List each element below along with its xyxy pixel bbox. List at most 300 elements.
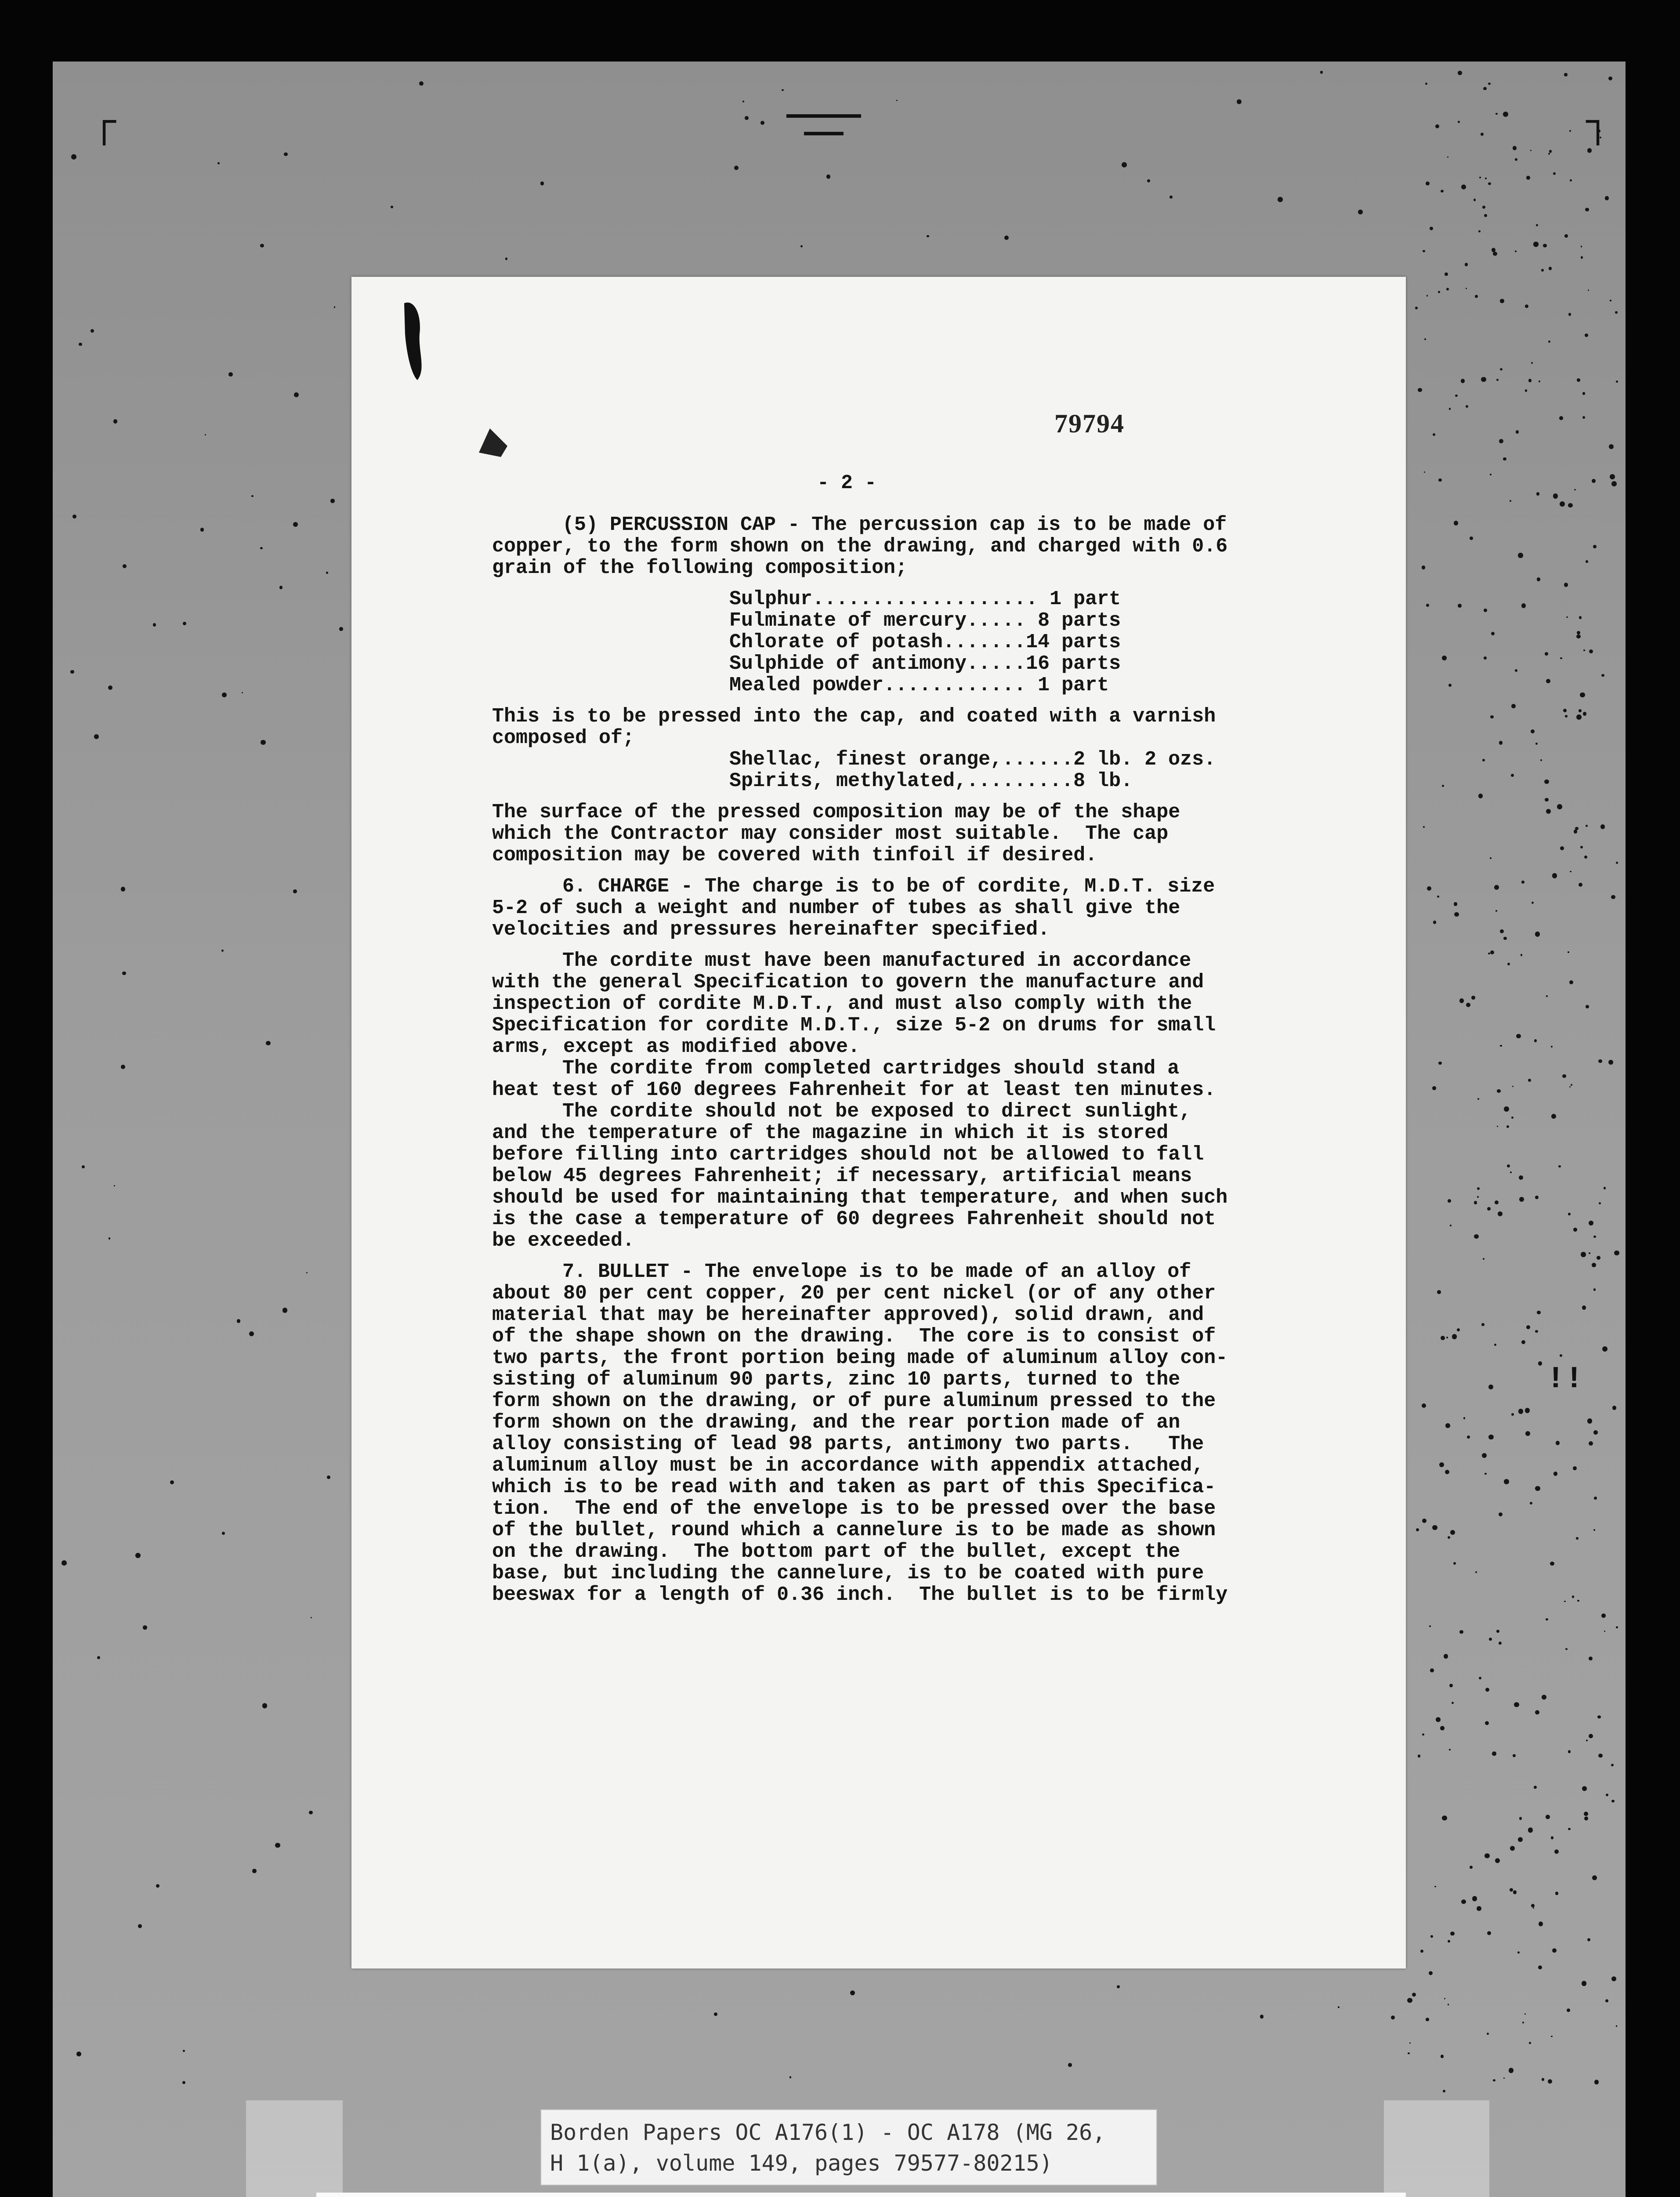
speck: [1432, 1086, 1436, 1090]
speck: [1582, 1981, 1587, 1986]
speck: [1498, 1211, 1503, 1216]
speck: [1584, 1812, 1588, 1816]
speck: [1574, 830, 1577, 833]
typed-line: with the general Specification to govern the manufacture and: [492, 971, 1204, 993]
speck: [91, 329, 94, 333]
speck: [121, 887, 125, 891]
typed-line: Specification for cordite M.D.T., size 5-2 on drums for small: [492, 1014, 1216, 1037]
speck: [1436, 1717, 1441, 1722]
corner-mark-top-right: ┐: [1586, 101, 1610, 146]
speck: [1566, 616, 1568, 618]
label-line-1: Borden Papers OC A176(1) - OC A178 (MG 26,: [550, 2120, 1106, 2145]
speck: [1570, 871, 1571, 873]
speck: [1615, 311, 1618, 314]
speck: [1511, 704, 1516, 708]
speck: [1551, 2036, 1552, 2037]
speck: [1489, 1638, 1492, 1641]
speck: [826, 174, 831, 179]
speck: [1593, 1430, 1598, 1435]
speck: [1600, 824, 1605, 829]
speck: [1553, 493, 1558, 499]
speck: [251, 495, 253, 497]
speck: [1587, 148, 1592, 153]
speck: [1427, 295, 1428, 297]
speck: [1278, 197, 1283, 202]
speck: [1612, 1406, 1616, 1410]
speck: [1490, 950, 1494, 954]
speck: [1598, 1754, 1602, 1758]
speck: [1534, 1786, 1537, 1789]
typed-line: Chlorate of potash.......14 parts: [729, 631, 1121, 653]
speck: [228, 372, 233, 377]
speck: [1564, 1601, 1565, 1602]
speck: [1507, 963, 1510, 965]
speck: [1458, 121, 1460, 123]
speck: [1422, 566, 1426, 569]
speck: [97, 1656, 100, 1659]
speck: [1453, 1562, 1456, 1565]
speck: [1611, 481, 1617, 486]
speck: [1503, 937, 1507, 940]
speck: [1452, 1334, 1457, 1339]
typed-line: of the shape shown on the drawing. The core is to consist of: [492, 1325, 1216, 1348]
speck: [1499, 439, 1503, 443]
speck: [1581, 1252, 1586, 1257]
speck: [1338, 2006, 1339, 2008]
speck: [1519, 1175, 1523, 1180]
speck: [1576, 634, 1580, 638]
speck: [1117, 1985, 1120, 1988]
speck: [1558, 1165, 1561, 1168]
typed-line: velocities and pressures hereinafter specified.: [492, 918, 1050, 941]
speck: [71, 154, 76, 160]
speck: [1433, 921, 1436, 924]
typed-line: tion. The end of the envelope is to be pressed over the base: [492, 1497, 1216, 1520]
speck: [1483, 87, 1487, 91]
typed-line: Spirits, methylated,.........8 lb.: [729, 770, 1133, 792]
speck: [1442, 656, 1447, 660]
speck: [1518, 1409, 1523, 1414]
speck: [850, 1990, 855, 1995]
speck: [1448, 684, 1452, 687]
speck: [1525, 1408, 1530, 1413]
speck: [1472, 1896, 1477, 1901]
speck: [1579, 709, 1581, 712]
speck: [266, 1041, 271, 1046]
typed-line: 5-2 of such a weight and number of tubes as shall give the: [492, 897, 1180, 919]
speck: [1611, 895, 1615, 899]
speck: [1477, 1906, 1481, 1911]
speck: [1586, 560, 1588, 562]
speck: [279, 586, 282, 589]
speck: [1605, 1999, 1608, 2002]
speck: [1463, 1417, 1465, 1419]
speck: [222, 692, 227, 697]
typed-line: two parts, the front portion being made of aluminum alloy con-: [492, 1347, 1228, 1369]
speck: [742, 101, 744, 102]
speck: [1552, 873, 1557, 878]
speck: [1492, 1751, 1496, 1755]
typed-line: 7. BULLET - The envelope is to be made of an alloy of: [562, 1261, 1191, 1283]
speck: [1500, 1045, 1502, 1047]
speck: [1484, 1473, 1487, 1475]
speck: [1535, 1330, 1538, 1333]
speck: [1503, 2077, 1505, 2079]
typed-line: Fulminate of mercury..... 8 parts: [729, 609, 1121, 632]
typed-line: on the drawing. The bottom part of the bullet, except the: [492, 1541, 1180, 1563]
speck: [1539, 381, 1540, 382]
typed-line: material that may be hereinafter approved), solid drawn, and: [492, 1304, 1204, 1326]
speck: [1569, 130, 1571, 132]
speck: [1564, 73, 1567, 76]
typed-line: of the bullet, round which a cannelure is to be made as shown: [492, 1519, 1216, 1541]
speck: [1538, 1361, 1542, 1366]
speck: [1439, 1462, 1444, 1467]
speck: [1542, 1695, 1546, 1700]
speck: [1477, 1196, 1479, 1198]
speck: [1568, 1213, 1570, 1215]
typed-line: beeswax for a length of 0.36 inch. The bullet is to be firmly: [492, 1584, 1228, 1606]
speck: [1535, 932, 1540, 937]
speck: [1568, 503, 1572, 508]
speck: [1488, 1435, 1493, 1439]
speck: [1483, 1258, 1484, 1260]
speck: [222, 1532, 225, 1535]
speck: [1539, 1921, 1543, 1926]
speck: [1546, 1815, 1550, 1819]
speck: [1441, 190, 1443, 192]
speck: [1515, 669, 1517, 672]
speck: [1568, 1828, 1571, 1831]
speck: [1555, 1892, 1559, 1895]
speck: [1545, 652, 1548, 656]
typed-line: which is to be read with and taken as part of this Specifica-: [492, 1476, 1216, 1498]
speck: [1478, 794, 1483, 798]
speck: [1545, 798, 1549, 802]
speck: [1594, 1497, 1597, 1500]
speck: [1440, 1726, 1445, 1730]
typed-line: This is to be pressed into the cap, and coated with a varnish: [492, 705, 1216, 728]
speck: [1592, 479, 1596, 483]
speck: [1537, 1311, 1540, 1314]
speck: [200, 528, 204, 532]
speck: [94, 734, 99, 739]
speck: [1450, 1530, 1455, 1535]
typed-line: grain of the following composition;: [492, 557, 908, 579]
typed-line: The cordite from completed cartridges should stand a: [562, 1057, 1180, 1080]
speck: [1420, 1950, 1423, 1953]
speck: [1589, 1734, 1593, 1738]
speck: [1424, 338, 1426, 340]
speck: [1541, 269, 1544, 272]
speck: [1568, 1750, 1571, 1753]
speck: [1484, 609, 1487, 612]
typed-line: heat test of 160 degrees Fahrenheit for at least ten minutes.: [492, 1079, 1216, 1101]
speck: [62, 1560, 67, 1566]
label-line-2: H 1(a), volume 149, pages 79577-80215): [550, 2150, 1053, 2176]
speck: [1604, 1187, 1606, 1189]
speck: [153, 623, 156, 627]
speck: [1437, 895, 1439, 898]
speck: [1610, 474, 1615, 479]
speck: [1586, 825, 1588, 827]
speck: [334, 306, 335, 308]
speck: [249, 1331, 254, 1336]
speck: [1465, 263, 1468, 266]
speck: [1423, 826, 1425, 828]
speck: [1438, 291, 1440, 293]
speck: [1538, 1965, 1542, 1969]
speck: [1573, 1228, 1577, 1232]
speck: [1524, 2013, 1526, 2015]
speck: [309, 1811, 313, 1815]
speck: [1531, 362, 1533, 364]
speck: [1597, 1715, 1600, 1718]
speck: [1528, 379, 1532, 382]
speck: [1616, 2025, 1617, 2027]
speck: [1599, 1202, 1601, 1204]
side-mark: !!: [1546, 1362, 1584, 1397]
typed-line: form shown on the drawing, or of pure aluminum pressed to the: [492, 1390, 1216, 1412]
top-dash-mark-2: [804, 132, 844, 135]
speck: [1592, 1263, 1596, 1267]
typed-line: Sulphur................... 1 part: [729, 588, 1121, 610]
speck: [76, 2052, 81, 2056]
speck: [1521, 603, 1526, 608]
speck: [1481, 133, 1483, 135]
archives-card: [316, 2193, 1406, 2197]
speck: [1577, 631, 1580, 634]
speck: [1430, 1935, 1433, 1938]
speck: [1496, 1630, 1499, 1633]
speck: [237, 1319, 241, 1323]
speck: [79, 343, 82, 346]
speck: [1563, 709, 1567, 712]
speck: [1320, 71, 1323, 74]
speck: [1490, 857, 1492, 859]
speck: [1512, 1086, 1513, 1087]
speck: [1503, 112, 1508, 117]
speck: [1467, 1436, 1470, 1439]
typed-line: should be used for maintaining that temperature, and when such: [492, 1186, 1228, 1209]
typed-line: and the temperature of the magazine in which it is stored: [492, 1122, 1169, 1144]
speck: [714, 2012, 717, 2016]
speck: [505, 257, 507, 260]
speck: [1514, 1702, 1519, 1707]
speck: [1565, 1648, 1567, 1650]
speck: [1528, 1827, 1533, 1833]
speck: [1449, 1684, 1453, 1687]
typed-page: [351, 277, 1406, 1969]
typed-line: Sulphide of antimony.....16 parts: [729, 653, 1121, 675]
tape-left: [246, 2100, 343, 2197]
speck: [782, 89, 783, 91]
speck: [1518, 553, 1523, 558]
speck: [1426, 2018, 1429, 2021]
typed-line: aluminum alloy must be in accordance with appendix attached,: [492, 1454, 1204, 1477]
speck: [1477, 1098, 1479, 1100]
typed-line: 6. CHARGE - The charge is to be of cordite, M.D.T. size: [562, 875, 1215, 898]
punch-hole-mark: [395, 299, 439, 387]
top-dash-mark: [786, 114, 861, 118]
speck: [1548, 153, 1550, 155]
speck: [1549, 267, 1552, 270]
speck: [339, 627, 343, 631]
speck: [1560, 1354, 1562, 1357]
speck: [1546, 995, 1548, 997]
speck: [1500, 368, 1502, 370]
typed-line: inspection of cordite M.D.T., and must also comply with the: [492, 993, 1192, 1015]
speck: [1570, 179, 1572, 181]
speck: [540, 181, 544, 185]
typed-line: before filling into cartridges should not be allowed to fall: [492, 1143, 1204, 1166]
speck: [1601, 674, 1604, 677]
speck: [1536, 224, 1538, 226]
speck: [1560, 501, 1565, 507]
speck: [1068, 2063, 1072, 2066]
speck: [1487, 2033, 1489, 2035]
tape-right: [1384, 2100, 1489, 2197]
speck: [1589, 1221, 1593, 1225]
speck: [1587, 1418, 1592, 1423]
speck: [1510, 500, 1511, 502]
speck: [1515, 158, 1517, 161]
typed-line: The surface of the pressed composition may be of the shape: [492, 801, 1180, 823]
speck: [1441, 2055, 1444, 2058]
speck: [1519, 1817, 1522, 1820]
speck: [1455, 395, 1457, 397]
corner-mark-top-left: ┌: [92, 101, 116, 146]
speck: [1576, 1537, 1579, 1540]
typed-line: composed of;: [492, 727, 635, 749]
speck: [1445, 1470, 1449, 1474]
speck: [282, 1308, 288, 1313]
speck: [1418, 388, 1422, 392]
speck: [1577, 378, 1580, 382]
speck: [1458, 604, 1462, 608]
speck: [1482, 206, 1485, 209]
speck: [330, 499, 334, 503]
speck: [156, 1884, 159, 1888]
speck: [1418, 1755, 1421, 1758]
speck: [1471, 996, 1475, 1000]
speck: [1572, 1595, 1574, 1598]
speck: [1540, 759, 1542, 761]
typed-line: arms, except as modified above.: [492, 1036, 860, 1058]
typed-line: sisting of aluminum 90 parts, zinc 10 parts, turned to the: [492, 1368, 1180, 1391]
speck: [1509, 2068, 1514, 2073]
speck: [1553, 1472, 1557, 1476]
page-indicator: - 2 -: [817, 472, 877, 494]
speck: [1474, 1234, 1478, 1239]
speck: [1448, 1536, 1450, 1539]
speck: [1609, 444, 1614, 449]
speck: [419, 81, 424, 86]
speck: [1535, 242, 1539, 245]
speck: [327, 1476, 330, 1479]
speck: [275, 1843, 280, 1848]
typed-line: The cordite must have been manufactured in accordance: [562, 950, 1191, 972]
typed-line: alloy consisting of lead 98 parts, antimony two parts. The: [492, 1433, 1204, 1455]
speck: [1458, 71, 1462, 75]
speck: [1519, 1197, 1524, 1202]
document-number: 79794: [1054, 409, 1125, 438]
speck: [1614, 1251, 1619, 1255]
speck: [1582, 1305, 1586, 1309]
speck: [1430, 1668, 1434, 1672]
speck: [1564, 234, 1568, 238]
speck: [1553, 172, 1556, 175]
speck: [1611, 1800, 1615, 1803]
speck: [1488, 182, 1491, 185]
speck: [183, 2050, 185, 2052]
typed-line: is the case a temperature of 60 degrees Fahrenheit should not: [492, 1208, 1216, 1230]
speck: [1448, 1199, 1451, 1203]
speck: [1499, 741, 1503, 744]
speck: [1415, 307, 1417, 309]
speck: [1470, 1866, 1473, 1869]
speck: [1516, 430, 1519, 433]
speck: [1484, 656, 1487, 660]
typed-line: (5) PERCUSSION CAP - The percussion cap is to be made of: [562, 514, 1227, 536]
speck: [1589, 1657, 1593, 1660]
speck: [1583, 712, 1586, 715]
speck: [1422, 1403, 1426, 1408]
speck: [205, 434, 206, 435]
speck: [1582, 1786, 1587, 1791]
speck: [1576, 714, 1582, 720]
speck: [1583, 649, 1585, 651]
speck: [1466, 288, 1467, 289]
speck: [1559, 416, 1563, 420]
speck: [1569, 980, 1573, 984]
speck: [293, 889, 297, 893]
typed-line: Shellac, finest orange,......2 lb. 2 ozs.: [729, 748, 1216, 771]
typed-line: form shown on the drawing, and the rear portion made of an: [492, 1411, 1180, 1434]
typed-line: The cordite should not be exposed to direct sunlight,: [562, 1100, 1191, 1123]
speck: [1504, 1106, 1509, 1112]
speck: [1602, 1346, 1608, 1352]
speck: [1522, 2022, 1524, 2023]
speck: [252, 1869, 256, 1873]
speck: [183, 622, 186, 625]
speck: [1529, 2042, 1531, 2044]
speck: [1568, 313, 1571, 315]
speck: [1497, 1089, 1501, 1093]
clip-mark: [474, 422, 514, 461]
typed-line: composition may be covered with tinfoil if desired.: [492, 844, 1097, 866]
speck: [1610, 300, 1611, 301]
typed-line: base, but including the cannelure, is to be coated with pure: [492, 1562, 1204, 1584]
speck: [1477, 1187, 1480, 1190]
speck: [1459, 1630, 1463, 1634]
speck: [1516, 1034, 1521, 1039]
speck: [1457, 1328, 1460, 1331]
speck: [1513, 1754, 1516, 1757]
speck: [1444, 1654, 1448, 1658]
speck: [1530, 1502, 1532, 1505]
speck: [1416, 1528, 1419, 1531]
speck: [789, 2076, 791, 2078]
typed-line: which the Contractor may consider most suitable. The cap: [492, 823, 1169, 845]
typed-line: Mealed powder............ 1 part: [729, 674, 1109, 696]
speck: [1450, 1932, 1455, 1936]
speck: [1592, 1875, 1597, 1880]
speck: [1584, 1816, 1588, 1820]
speck: [1461, 379, 1465, 383]
speck: [72, 515, 76, 518]
speck: [1593, 545, 1597, 548]
